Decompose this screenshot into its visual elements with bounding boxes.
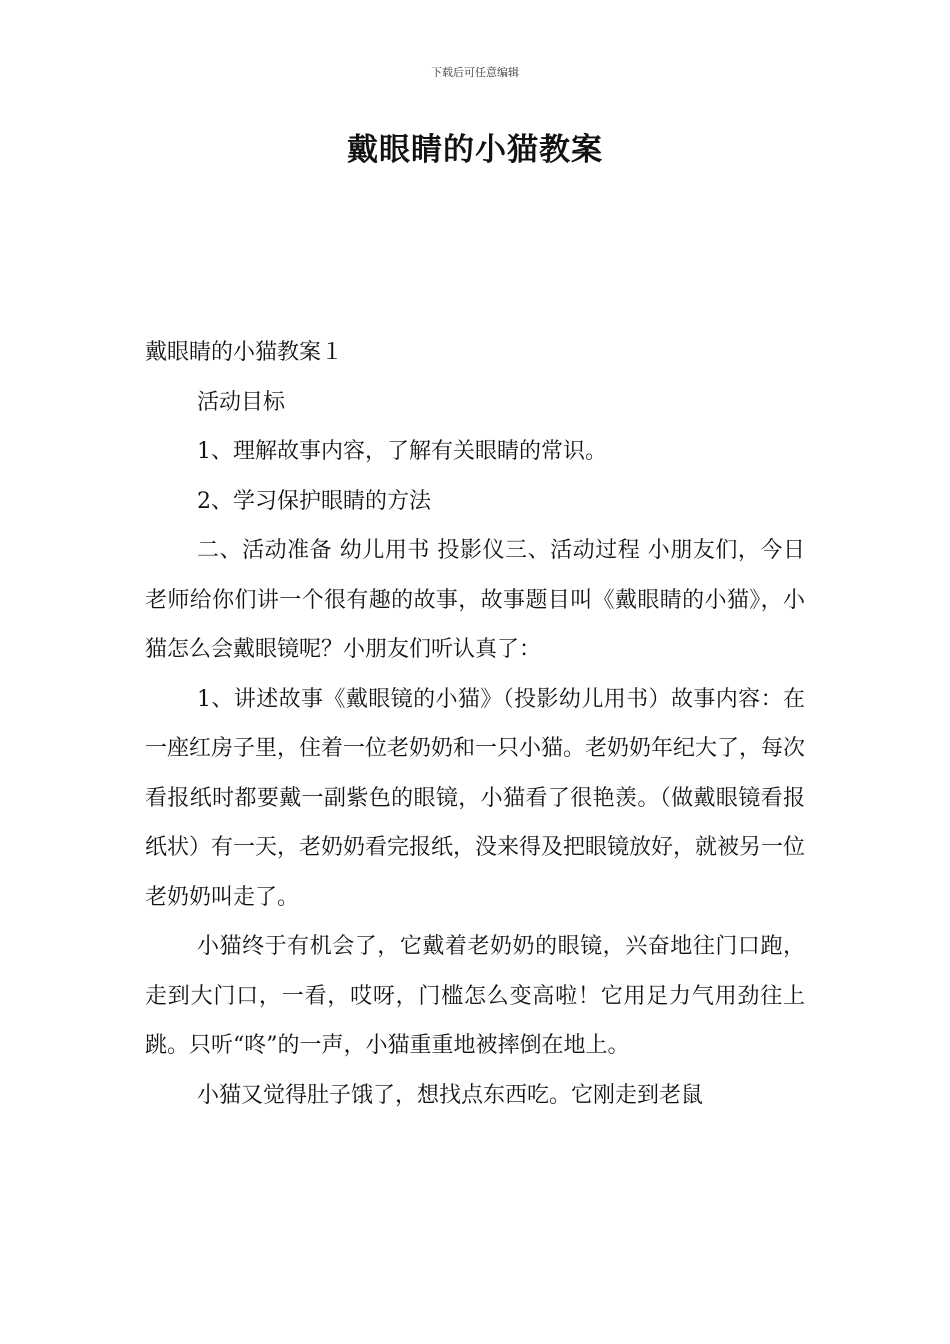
paragraph-story-door: 小猫终于有机会了，它戴着老奶奶的眼镜，兴奋地往门口跑，走到大门口，一看，哎呀，门槛怎么变高啦！它用足力气用劲往上跳。只听“咚”的一声，小猫重重地被摔倒在地上。: [145, 934, 805, 1058]
document-title: 戴眼睛的小猫教案: [347, 132, 603, 168]
document-body: [145, 328, 805, 1120]
section-heading: 戴眼睛的小猫教案１: [145, 340, 344, 365]
paragraph-goal-2: 2、学习保护眼睛的方法: [197, 488, 431, 514]
paragraph-activity-goals: 活动目标: [197, 389, 286, 415]
paragraph-story-hungry: 小猫又觉得肚子饿了，想找点东西吃。它刚走到老鼠: [197, 1082, 704, 1108]
paragraph-preparation-process: 二、活动准备 幼儿用书 投影仪三、活动过程 小朋友们，今日老师给你们讲一个很有趣的故事，故事题目叫《戴眼睛的小猫》，小猫怎么会戴眼镜呢？小朋友们听认真了：: [145, 538, 805, 662]
paragraph-story-intro: 1、讲述故事《戴眼镜的小猫》（投影幼儿用书）故事内容：在一座红房子里，住着一位老奶奶和一只小猫。老奶奶年纪大了，每次看报纸时都要戴一副紫色的眼镜，小猫看了很艳羡。（做戴眼镜看报纸状）有一天，老奶奶看完报纸，没来得及把眼镜放好，就被另一位老奶奶叫走了。: [145, 686, 806, 910]
paragraph-goal-1: 1、理解故事内容，了解有关眼睛的常识。: [197, 439, 607, 464]
header-note: 下载后可任意编辑: [431, 66, 519, 79]
